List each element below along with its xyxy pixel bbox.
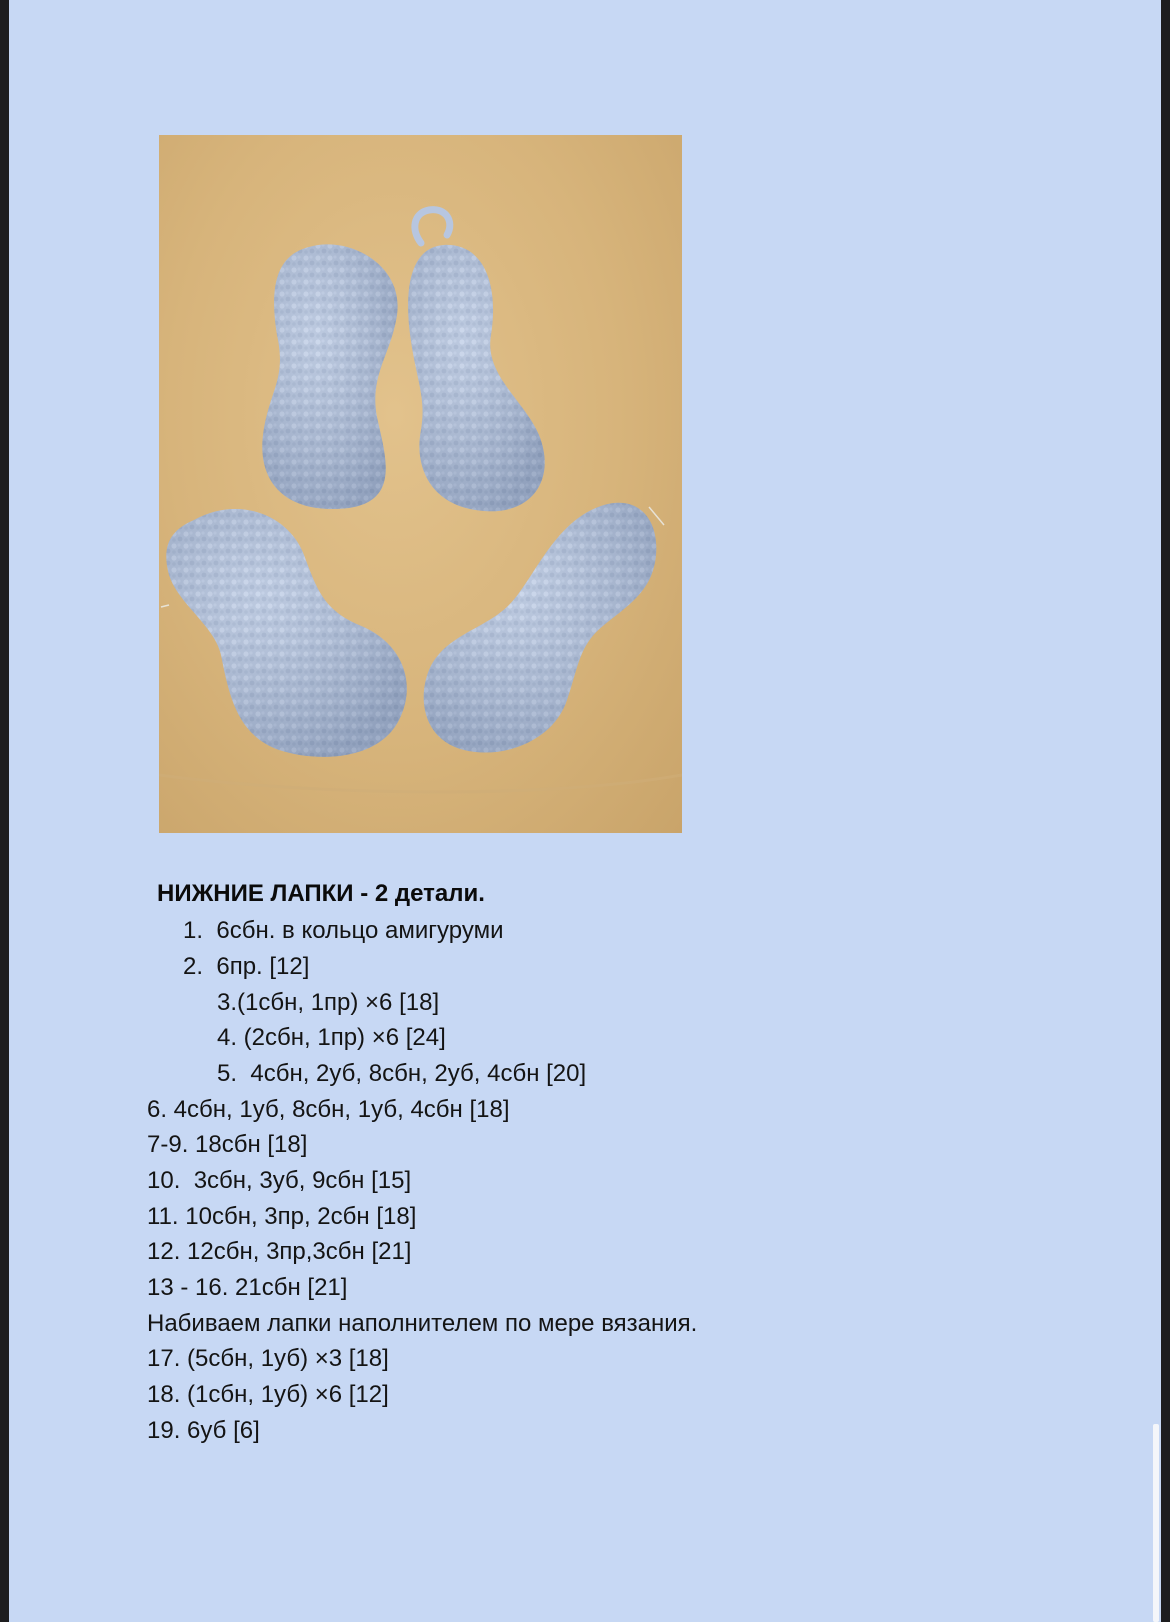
foot-bottom-left: [161, 509, 407, 757]
pattern-step: 1. 6сбн. в кольцо амигуруми: [183, 917, 504, 944]
pattern-step: 3.(1сбн, 1пр) ×6 [18]: [217, 989, 440, 1016]
pattern-step: 10. 3сбн, 3уб, 9сбн [15]: [147, 1167, 412, 1194]
pattern-step: 19. 6уб [6]: [147, 1417, 260, 1444]
foot-top-left: [262, 244, 397, 509]
pattern-step: 17. (5сбн, 1уб) ×3 [18]: [147, 1345, 389, 1372]
foot-top-right: [408, 245, 545, 511]
pattern-step: 13 - 16. 21сбн [21]: [147, 1274, 348, 1301]
pattern-step: 4. (2сбн, 1пр) ×6 [24]: [217, 1024, 446, 1051]
pattern-step: 2. 6пр. [12]: [183, 953, 310, 980]
document-page: [9, 0, 1161, 1622]
pattern-step: 11. 10сбн, 3пр, 2сбн [18]: [147, 1203, 417, 1230]
foot-bottom-right: [424, 503, 664, 753]
pattern-step: 12. 12сбн, 3пр,3сбн [21]: [147, 1238, 412, 1265]
scrollbar-thumb[interactable]: [1153, 1424, 1159, 1622]
pattern-step: 18. (1сбн, 1уб) ×6 [12]: [147, 1381, 389, 1408]
section-heading: НИЖНИЕ ЛАПКИ - 2 детали.: [157, 880, 485, 907]
scrollbar-track[interactable]: [1161, 0, 1170, 1622]
yarn-loop: [415, 210, 450, 243]
pattern-step: 7-9. 18сбн [18]: [147, 1131, 308, 1158]
pattern-step: 6. 4сбн, 1уб, 8сбн, 1уб, 4сбн [18]: [147, 1096, 510, 1123]
crochet-feet-illustration: [159, 135, 682, 833]
crochet-feet-photo: [159, 135, 682, 833]
pattern-step: 5. 4сбн, 2уб, 8сбн, 2уб, 4сбн [20]: [217, 1060, 587, 1087]
pattern-note: Набиваем лапки наполнителем по мере вязания.: [147, 1310, 698, 1337]
